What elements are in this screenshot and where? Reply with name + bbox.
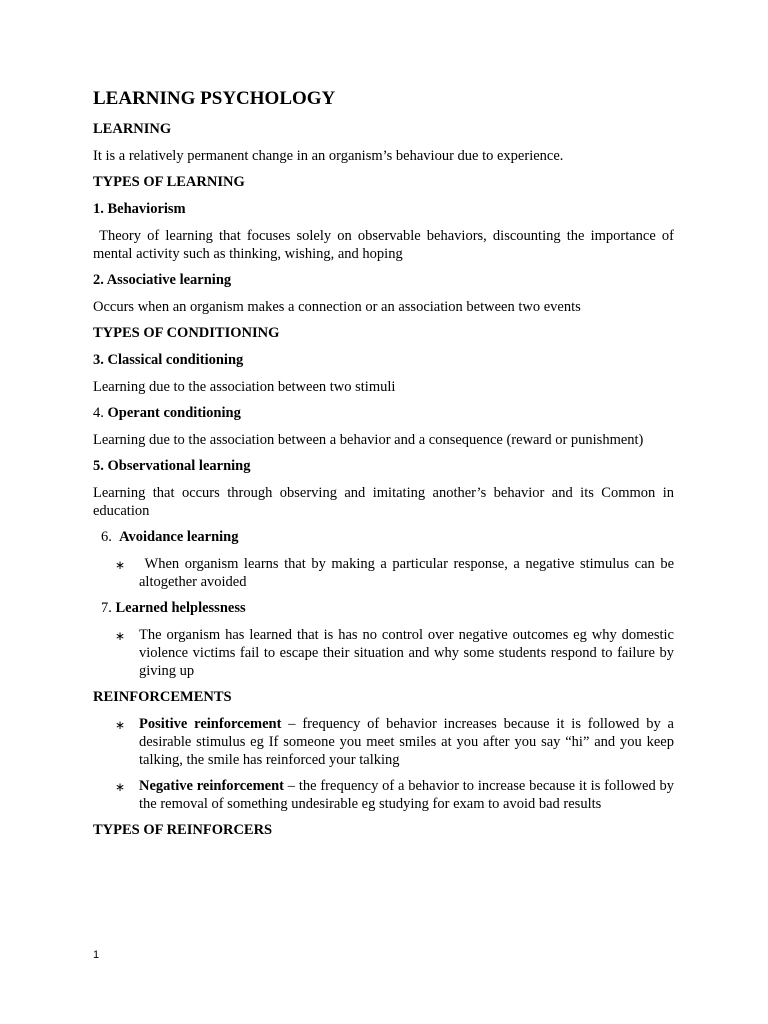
operant-text: Learning due to the association between a behavior and a consequence (reward or punishment) [93, 432, 644, 448]
positive-reinforcement-term: Positive reinforcement [139, 716, 282, 732]
observational-heading: 5. Observational learning [93, 458, 251, 474]
learning-heading: LEARNING [93, 121, 172, 137]
types-of-conditioning-heading: TYPES OF CONDITIONING [93, 325, 280, 341]
operant-heading [93, 404, 674, 423]
document-title: LEARNING PSYCHOLOGY [93, 88, 336, 109]
avoidance-text: When organism learns that by making a particular response, a negative stimulus can be altogether avoided [139, 556, 678, 590]
learning-definition: It is a relatively permanent change in an organism’s behaviour due to experience. [93, 148, 564, 164]
positive-reinforcement-text: – frequency of behavior increases because it is followed by a desirable stimulus eg If someone you meet smiles at you after you say “hi” and you keep talking, the smile has reinforced your talking [139, 716, 674, 768]
bullet-star-icon: ∗ [115, 718, 126, 732]
avoidance-bullet [93, 555, 678, 591]
avoidance-number: 6. [101, 529, 112, 545]
helplessness-title: Learned helplessness [115, 600, 246, 616]
bullet-star-icon: ∗ [115, 780, 126, 794]
avoidance-heading [93, 528, 674, 547]
reinforcements-heading: REINFORCEMENTS [93, 689, 232, 705]
document-page [93, 86, 678, 848]
negative-reinforcement-term: Negative reinforcement [139, 778, 284, 794]
types-of-learning-heading: TYPES OF LEARNING [93, 174, 245, 190]
associative-heading: 2. Associative learning [93, 272, 232, 288]
behaviorism-text: Theory of learning that focuses solely on observable behaviors, discounting the importance of mental activity such as thinking, wishing, and hoping [93, 228, 678, 262]
associative-text: Occurs when an organism makes a connection or an association between two events [93, 299, 581, 315]
bullet-star-icon: ∗ [115, 629, 126, 643]
helplessness-number: 7. [101, 600, 112, 616]
helplessness-bullet [93, 626, 674, 680]
avoidance-title: Avoidance learning [119, 529, 239, 545]
bullet-star-icon: ∗ [115, 558, 126, 572]
page-number: 1 [93, 949, 100, 961]
operant-number: 4. [93, 405, 104, 421]
positive-reinforcement-bullet [93, 715, 674, 769]
types-of-reinforcers-heading: TYPES OF REINFORCERS [93, 822, 273, 838]
operant-title: Operant conditioning [107, 405, 241, 421]
negative-reinforcement-text: – the frequency of a behavior to increase because it is followed by the removal of something undesirable eg studying for exam to avoid bad results [139, 778, 674, 812]
classical-text: Learning due to the association between two stimuli [93, 379, 396, 395]
observational-text: Learning that occurs through observing and imitating another’s behavior and its Common in education [93, 485, 674, 519]
helplessness-text: The organism has learned that is has no control over negative outcomes eg why domestic violence victims fail to escape their situation and why some students respond to failure by giving up [139, 627, 674, 679]
helplessness-heading [93, 599, 674, 618]
negative-reinforcement-bullet [93, 777, 674, 813]
behaviorism-heading: 1. Behaviorism [93, 201, 186, 217]
classical-heading: 3. Classical conditioning [93, 352, 244, 368]
